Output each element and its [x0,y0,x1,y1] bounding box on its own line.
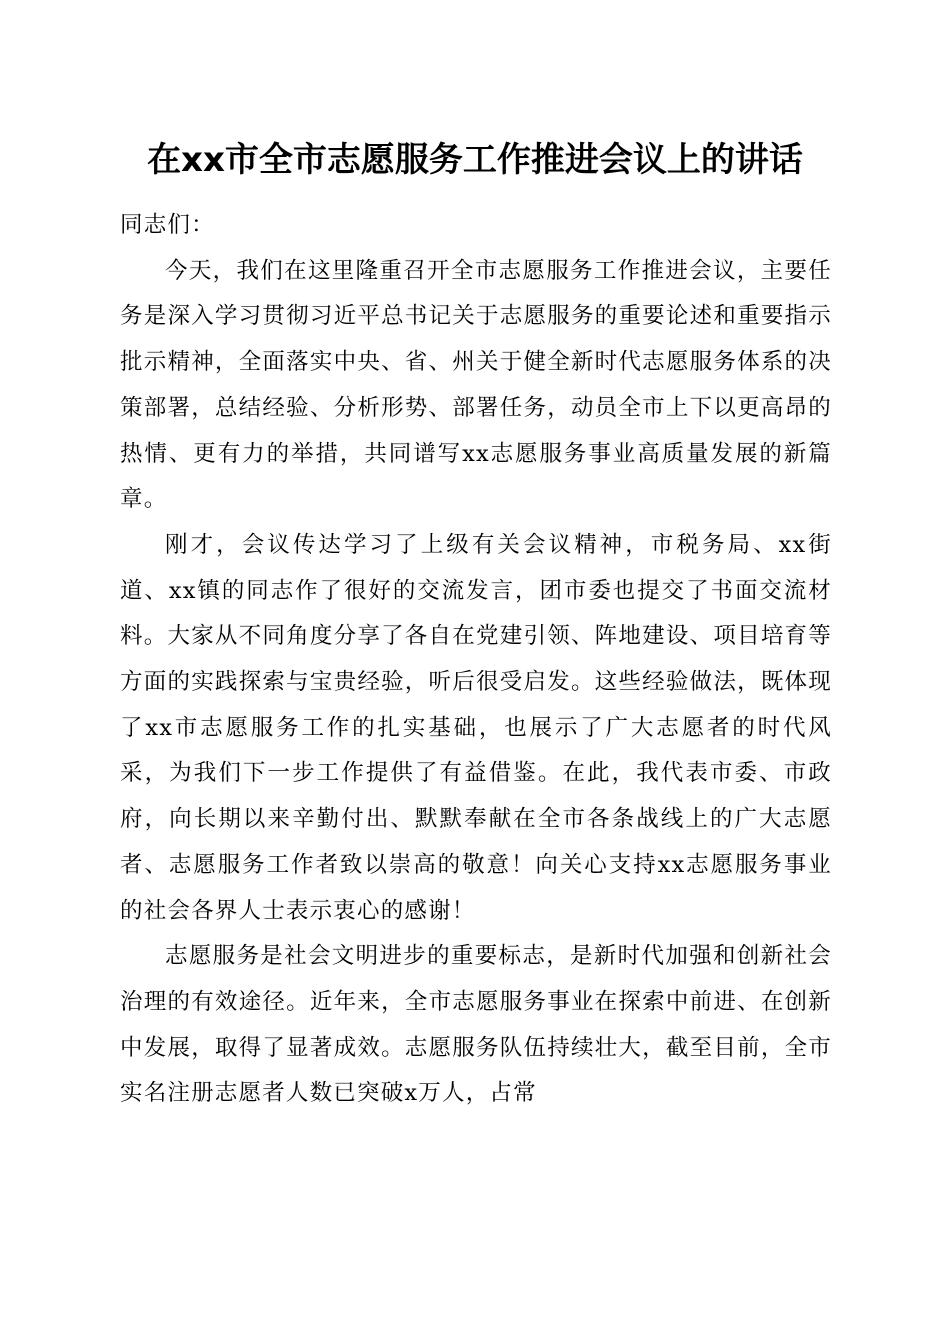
document-title: 在xx市全市志愿服务工作推进会议上的讲话 [147,140,803,180]
paragraph-opening: 今天，我们在这里隆重召开全市志愿服务工作推进会议，主要任务是深入学习贯彻习近平总书记关于志愿服务的重要论述和重要指示批示精神，全面落实中央、省、州关于健全新时代志愿服务体系的决策部署，总结经验、分析形势、部署任务，动员全市上下以更高昂的热情、更有力的举措，共同谱写xx志愿服务事业高质量发展的新篇章。 [120,257,832,513]
salutation: 同志们： [120,212,215,238]
paragraph-achievements: 志愿服务是社会文明进步的重要标志，是新时代加强和创新社会治理的有效途径。近年来，全市志愿服务事业在探索中前进、在创新中发展，取得了显著成效。志愿服务队伍持续壮大，截至目前，全市实名注册志愿者人数已突破x万人，占常 [120,943,832,1107]
document-body [120,203,832,1117]
paragraph-exchange-review: 刚才，会议传达学习了上级有关会议精神，市税务局、xx街道、xx镇的同志作了很好的交流发言，团市委也提交了书面交流材料。大家从不同角度分享了各自在党建引领、阵地建设、项目培育等方面的实践探索与宝贵经验，听后很受启发。这些经验做法，既体现了xx市志愿服务工作的扎实基础，也展示了广大志愿者的时代风采，为我们下一步工作提供了有益借鉴。在此，我代表市委、市政府，向长期以来辛勤付出、默默奉献在全市各条战线上的广大志愿者、志愿服务工作者致以崇高的敬意！向关心支持xx志愿服务事业的社会各界人士表示衷心的感谢！ [120,531,832,924]
